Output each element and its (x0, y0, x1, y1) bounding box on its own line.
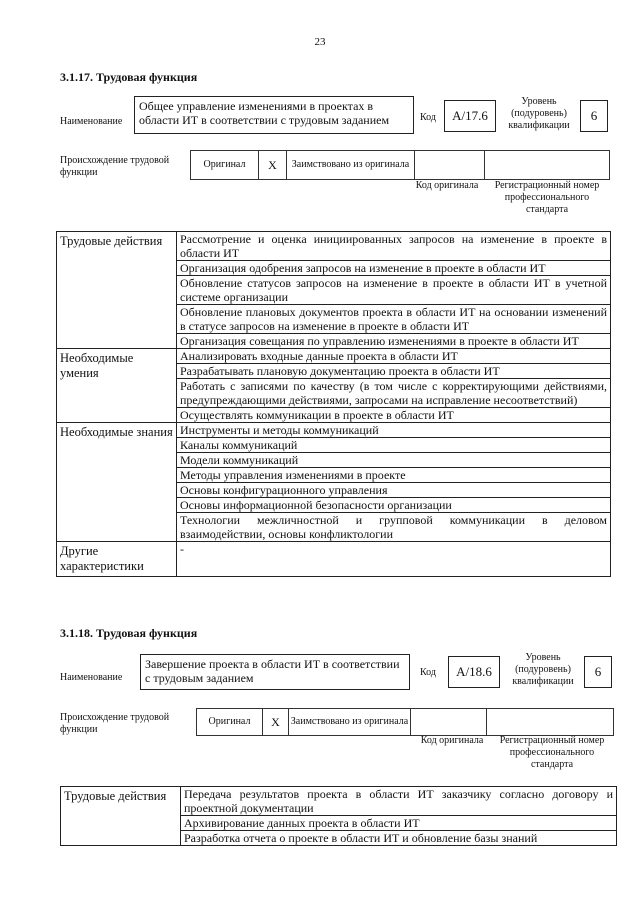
table-item: Обновление плановых документов проекта в области ИТ на основании изменений в статусе запросов на изменение в проекте в области ИТ (177, 305, 611, 334)
table-item: Модели коммуникаций (177, 453, 611, 468)
table-item: Осуществлять коммуникации в проекте в области ИТ (177, 408, 611, 423)
name-label: Наименование (60, 672, 123, 683)
table-item: Обновление статусов запросов на изменение в проекте в области ИТ в учетной системе организации (177, 276, 611, 305)
function-name-box: Завершение проекта в области ИТ в соответствии с трудовым заданием (140, 654, 410, 690)
reg-caption: Регистрационный номер профессионального стандарта (499, 735, 605, 770)
function-name-box: Общее управление изменениями в проектах в области ИТ в соответствии с трудовым заданием (134, 96, 414, 134)
section-title: 3.1.17. Трудовая функция (60, 70, 198, 84)
section-title: 3.1.18. Трудовая функция (60, 626, 198, 640)
table-item: Методы управления изменениями в проекте (177, 468, 611, 483)
page-number: 23 (314, 36, 326, 48)
original-code-cell (414, 151, 484, 179)
borrowed-label: Заимствовано из оригинала (286, 151, 414, 179)
level-label: Уровень (подуровень) квалификации (512, 652, 574, 687)
code-label: Код (420, 667, 436, 678)
table-item: Работать с записями по качеству (в том числе с корректирующими действиями, предупреждающими действиями, запросами на исправление несоответствий) (177, 379, 611, 408)
origin-table (196, 708, 614, 736)
reg-number-cell (484, 151, 610, 179)
function-table (60, 786, 617, 846)
category-knowledge: Необходимые знания (57, 423, 177, 542)
table-item: Разрабатывать плановую документацию проекта в области ИТ (177, 364, 611, 379)
table-item: Передача результатов проекта в области ИТ заказчику согласно договору и проектной документации (181, 787, 617, 816)
borrowed-label: Заимствовано из оригинала (288, 709, 410, 735)
table-item: Рассмотрение и оценка инициированных запросов на изменение в проекте в области ИТ (177, 232, 611, 261)
table-item: Разработка отчета о проекте в области ИТ и обновление базы знаний (181, 831, 617, 846)
table-item: Архивирование данных проекта в области ИТ (181, 816, 617, 831)
reg-number-cell (486, 709, 614, 735)
original-code-cell (410, 709, 486, 735)
original-label: Оригинал (196, 709, 262, 735)
original-label: Оригинал (190, 151, 258, 179)
table-item: - (177, 542, 611, 577)
code-box: А/17.6 (444, 100, 496, 132)
code-caption: Код оригинала (420, 735, 484, 746)
origin-label: Происхождение трудовой функции (60, 712, 170, 735)
category-skills: Необходимые умения (57, 349, 177, 423)
table-item: Технологии межличностной и групповой коммуникации в деловом взаимодействии, основы конфликтологии (177, 513, 611, 542)
table-item: Организация одобрения запросов на изменение в проекте в области ИТ (177, 261, 611, 276)
function-table (56, 231, 611, 577)
code-box: А/18.6 (448, 656, 500, 688)
origin-label: Происхождение трудовой функции (60, 155, 170, 178)
original-mark: X (262, 709, 288, 735)
level-box: 6 (580, 100, 608, 132)
original-mark: X (258, 151, 286, 179)
name-label: Наименование (60, 116, 123, 127)
reg-caption: Регистрационный номер профессионального стандарта (494, 180, 600, 215)
category-labor-actions: Трудовые действия (57, 232, 177, 349)
table-item: Основы информационной безопасности организации (177, 498, 611, 513)
code-label: Код (420, 112, 436, 123)
origin-table (190, 150, 610, 180)
table-item: Анализировать входные данные проекта в области ИТ (177, 349, 611, 364)
table-item: Каналы коммуникаций (177, 438, 611, 453)
level-label: Уровень (подуровень) квалификации (508, 96, 570, 131)
code-caption: Код оригинала (415, 180, 479, 191)
table-item: Инструменты и методы коммуникаций (177, 423, 611, 438)
level-box: 6 (584, 656, 612, 688)
table-item: Организация совещания по управлению изменениями в проекте в области ИТ (177, 334, 611, 349)
category-labor-actions: Трудовые действия (61, 787, 181, 846)
table-item: Основы конфигурационного управления (177, 483, 611, 498)
category-other: Другие характеристики (57, 542, 177, 577)
